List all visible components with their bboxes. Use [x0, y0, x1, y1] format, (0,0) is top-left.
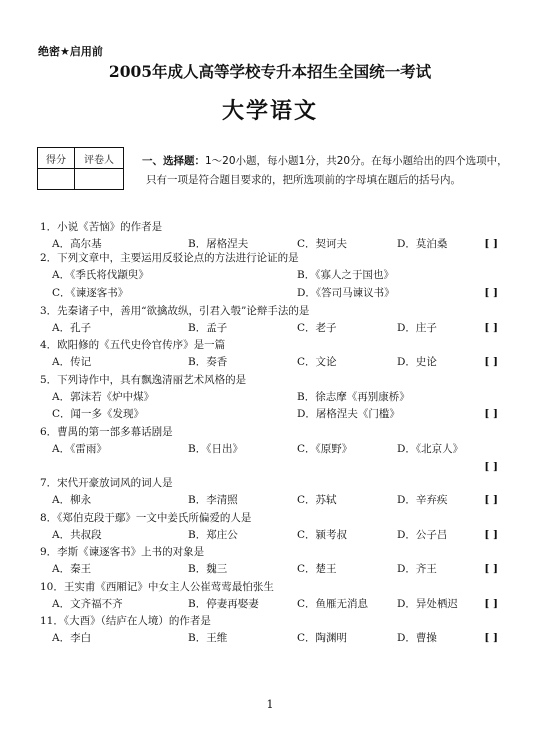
question-stem: 11．《大酉》（结庐在人境）的作者是 — [40, 615, 211, 627]
option-c: C．陶渊明 — [297, 632, 348, 644]
option-b: B．奏香 — [188, 356, 228, 368]
option-d: D．曹操 — [397, 632, 437, 644]
option-d: D．屠格涅夫《门槛》 — [297, 408, 400, 420]
option-c: C．老子 — [297, 322, 337, 334]
option-a: A．传记 — [52, 356, 92, 368]
question-10 — [40, 580, 510, 610]
option-d: D．《答司马谏议书》 — [297, 287, 395, 299]
option-a: A．秦王 — [52, 563, 92, 575]
answer-bracket: [ ] — [484, 529, 498, 541]
option-c: C．颍考叔 — [297, 529, 348, 541]
question-stem: 2．下列文章中，主要运用反驳论点的方法进行论证的是 — [40, 252, 299, 264]
option-d: D．公子吕 — [397, 529, 448, 541]
option-c: C．契诃夫 — [297, 238, 348, 250]
option-c: C．苏轼 — [297, 494, 337, 506]
option-b: B．李清照 — [188, 494, 238, 506]
question-1 — [40, 220, 510, 250]
option-b: B．《日出》 — [188, 443, 243, 455]
question-9 — [40, 545, 510, 575]
option-b: B．孟子 — [188, 322, 228, 334]
option-d: D．齐王 — [397, 563, 437, 575]
page-number: 1 — [266, 698, 274, 711]
question-6 — [40, 425, 510, 473]
option-d: D．《北京人》 — [397, 443, 464, 455]
question-stem: 3．先秦诸子中，善用“欲擒故纵，引君入彀”论辩手法的是 — [40, 305, 310, 317]
subject-title: 大学语文 — [221, 98, 318, 124]
question-stem: 7．宋代开豪放词风的词人是 — [40, 477, 173, 489]
question-8 — [40, 511, 510, 541]
option-d: D．莫泊桑 — [397, 238, 448, 250]
question-stem: 5．下列诗作中，具有飘逸清丽艺术风格的是 — [40, 374, 247, 386]
answer-bracket: [ ] — [484, 322, 498, 334]
question-5 — [40, 373, 510, 420]
answer-bracket: [ ] — [484, 287, 498, 299]
option-c: C．《谏逐客书》 — [52, 287, 129, 299]
question-stem: 10．王实甫《西厢记》中女主人公崔莺莺最怕张生 — [40, 581, 274, 593]
option-a: A．柳永 — [52, 494, 92, 506]
option-a: A．《季氏将伐颛臾》 — [52, 269, 149, 281]
option-b: B．屠格涅夫 — [188, 238, 249, 250]
option-d: D．异处栖迟 — [397, 598, 458, 610]
answer-bracket: [ ] — [484, 356, 498, 368]
answer-bracket: [ ] — [484, 238, 498, 250]
answer-bracket: [ ] — [484, 494, 498, 506]
score-label: 得分 — [38, 148, 75, 169]
option-a: A．文齐福不齐 — [52, 598, 123, 610]
option-a: A．高尔基 — [52, 238, 102, 250]
question-2 — [40, 251, 510, 299]
option-b: B．停妻再娶妻 — [188, 598, 259, 610]
option-c: C．鱼雁无消息 — [297, 598, 369, 610]
section-heading: 一、选择题： — [142, 155, 205, 167]
option-b: B．王维 — [188, 632, 228, 644]
question-stem: 6．曹禺的第一部多幕话剧是 — [40, 426, 173, 438]
answer-bracket: [ ] — [484, 408, 498, 420]
option-a: A．郭沫若《炉中煤》 — [52, 391, 155, 403]
section-instructions — [142, 152, 516, 190]
section-text: 1～20小题，每小题1分，共20分。在每小题给出的四个选项中，只有一项是符合题目要求的，把所选项前的字母填在题后的括号内。 — [146, 155, 508, 186]
question-stem: 1．小说《苦恼》的作者是 — [40, 221, 163, 233]
option-a: A．共叔段 — [52, 529, 102, 541]
option-d: D．史论 — [397, 356, 437, 368]
question-stem: 4．欧阳修的《五代史伶官传序》是一篇 — [40, 339, 226, 351]
grader-cell — [75, 169, 124, 190]
grader-label: 评卷人 — [75, 148, 124, 169]
option-d: D．辛弃疾 — [397, 494, 448, 506]
question-11 — [40, 614, 510, 644]
confidential-label: 绝密★启用前 — [38, 45, 103, 58]
score-cell — [38, 169, 75, 190]
option-a: A．孔子 — [52, 322, 92, 334]
question-7 — [40, 476, 510, 506]
option-b: B．魏三 — [188, 563, 228, 575]
exam-title: 2005年成人高等学校专升本招生全国统一考试 — [108, 62, 432, 81]
question-stem: 9．李斯《谏逐客书》上书的对象是 — [40, 546, 205, 558]
option-a: A．《雷雨》 — [52, 443, 107, 455]
option-c: C．闻一多《发现》 — [52, 408, 145, 420]
option-c: C．文论 — [297, 356, 337, 368]
question-stem: 8．《郑伯克段于鄢》一文中姜氏所偏爱的人是 — [40, 512, 252, 524]
answer-bracket: [ ] — [484, 598, 498, 610]
option-a: A．李白 — [52, 632, 92, 644]
option-d: D．庄子 — [397, 322, 437, 334]
option-b: B．徐志摩《再别康桥》 — [297, 391, 410, 403]
answer-bracket: [ ] — [484, 563, 498, 575]
answer-bracket: [ ] — [484, 461, 498, 473]
question-3 — [40, 304, 510, 334]
option-c: C．楚王 — [297, 563, 337, 575]
option-c: C．《原野》 — [297, 443, 353, 455]
answer-bracket: [ ] — [484, 632, 498, 644]
question-4 — [40, 338, 510, 368]
score-box — [37, 147, 124, 190]
option-b: B．郑庄公 — [188, 529, 238, 541]
option-b: B．《寡人之于国也》 — [297, 269, 394, 281]
